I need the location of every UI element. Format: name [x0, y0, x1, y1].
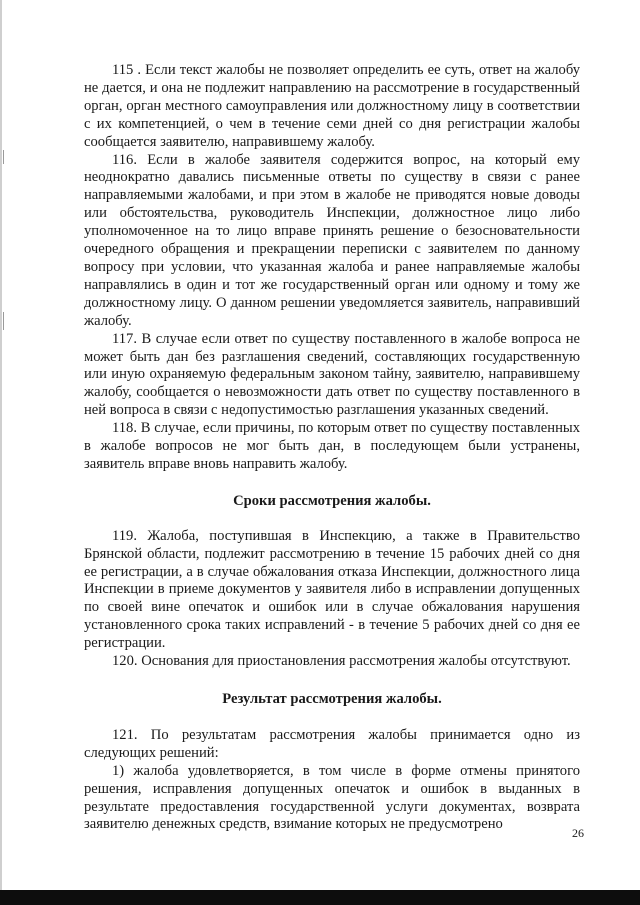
paragraph-121: 121. По результатам рассмотрения жалобы принимается одно из следующих решений: — [84, 726, 580, 761]
scan-bottom-edge — [0, 890, 640, 905]
paragraph-119: 119. Жалоба, поступившая в Инспекцию, а также в Правительство Брянской области, подлежит рассмотрению в течение 15 рабочих дней со дня ее регистрации, а в случае обжалования отказа Инспекции, должностного лица Инспекции в приеме документов у заявителя либо в исправлении допущенных по своей вине опечаток и ошибок или в случае обжалования нарушения установленного срока таких исправлений - в течение 5 рабочих дней со дня ее регистрации. — [84, 527, 580, 652]
section-heading-result: Результат рассмотрения жалобы. — [222, 691, 442, 707]
scan-artifact-mark — [3, 312, 4, 330]
scan-left-edge — [0, 0, 2, 905]
paragraph-120: 120. Основания для приостановления рассмотрения жалобы отсутствуют. — [112, 653, 571, 670]
paragraph-121-item-1: 1) жалоба удовлетворяется, в том числе в форме отмены принятого решения, исправления допущенных опечаток и ошибок в выданных в результате предоставления государственной услуги документах, возврата заявителю денежных средств, взимание которых не предусмотрено — [84, 762, 580, 833]
page-number: 26 — [572, 826, 584, 840]
paragraph-118: 118. В случае, если причины, по которым ответ по существу поставленных в жалобе вопросов не мог быть дан, в последующем были устранены, заявитель вправе вновь направить жалобу. — [84, 420, 580, 472]
scan-artifact-mark — [3, 150, 4, 164]
paragraph-117: 117. В случае если ответ по существу поставленного в жалобе вопроса не может быть дан без разглашения сведений, составляющих государственную или иную охраняемую федеральным законом тайну, заявителю, направившему жалобу, сообщается о невозможности дать ответ по существу поставленного в ней вопроса в связи с недопустимостью разглашения указанных сведений. — [84, 330, 580, 419]
document-body — [84, 62, 580, 834]
paragraph-115: 115 . Если текст жалобы не позволяет определить ее суть, ответ на жалобу не дается, и она не подлежит направлению на рассмотрение в государственный орган, орган местного самоуправления или должностному лицу в соответствии с их компетенцией, о чем в течение семи дней со дня регистрации жалобы сообщается заявителю, направившему жалобу. — [84, 62, 580, 150]
paragraph-116: 116. Если в жалобе заявителя содержится вопрос, на который ему неоднократно давались письменные ответы по существу в связи с ранее направляемыми жалобами, и при этом в жалобе не приводятся новые доводы или обстоятельства, руководитель Инспекции, должностное лицо либо уполномоченное на то лицо вправе принять решение о безосновательности очередного обращения и прекращении переписки с заявителем по данному вопросу при условии, что указанная жалоба и ранее направляемые жалобы направлялись в один и тот же государственный орган или одному и тому же должностному лицу. О данном решении уведомляется заявитель, направивший жалобу. — [84, 151, 580, 329]
section-heading-deadline: Сроки рассмотрения жалобы. — [233, 492, 431, 509]
